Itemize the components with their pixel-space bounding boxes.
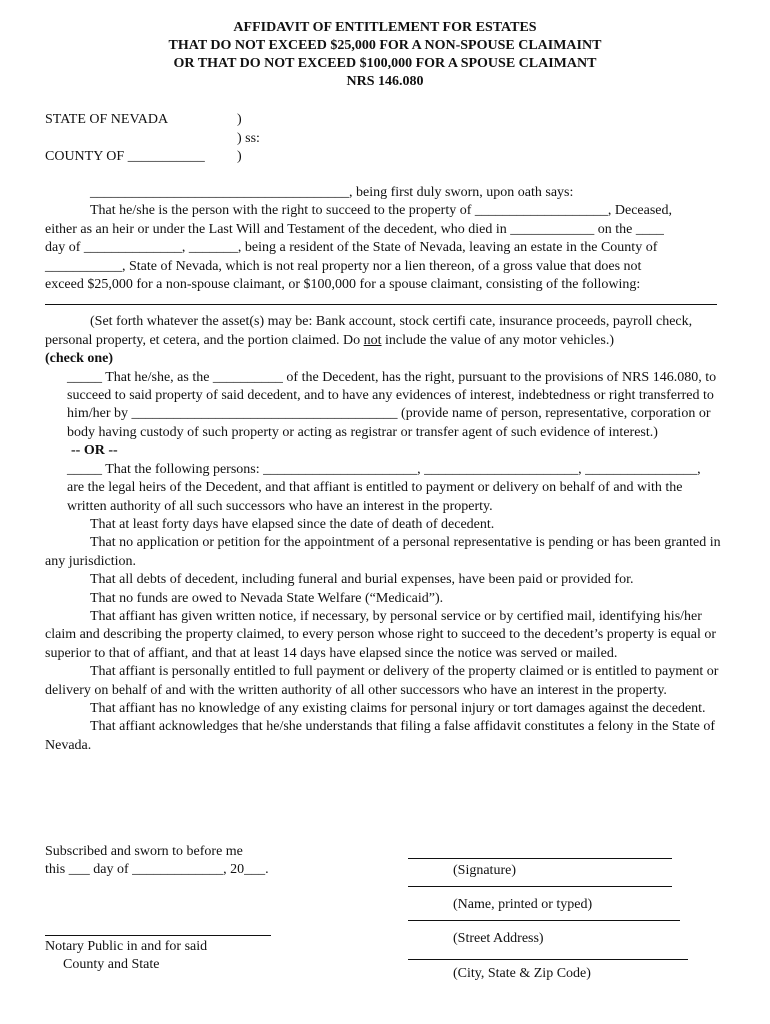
document-title bbox=[0, 19, 770, 91]
notary-label: Notary Public in and for said bbox=[45, 938, 208, 954]
title-line-1: AFFIDAVIT OF ENTITLEMENT FOR ESTATES bbox=[233, 20, 537, 35]
venue-paren-top: ) bbox=[237, 112, 242, 127]
asset-entry-line[interactable] bbox=[45, 304, 717, 305]
entitlement-line-4[interactable]: ___________, State of Nevada, which is not real property nor a lien thereon, of a gross value that does not bbox=[45, 258, 642, 274]
affidavit-body bbox=[45, 184, 725, 755]
notary-signature-line[interactable] bbox=[45, 935, 271, 936]
check-one-label: (check one) bbox=[45, 351, 114, 367]
statement-forty-days: That at least forty days have elapsed since the date of death of decedent. bbox=[90, 516, 495, 532]
street-address-label: (Street Address) bbox=[453, 931, 544, 946]
entitlement-line-5: exceed $25,000 for a non-spouse claimant, or $100,000 for a spouse claimant, consisting of the following: bbox=[45, 277, 641, 293]
not-emphasis: not bbox=[363, 332, 382, 348]
signature-label: (Signature) bbox=[453, 863, 516, 878]
option-legal-heirs-text: are the legal heirs of the Decedent, and that affiant is entitled to payment or delivery on behalf of and with the written authority of all such successors who have an interest in the property. bbox=[67, 480, 683, 514]
title-line-3: OR THAT DO NOT EXCEED $100,000 FOR A SPOUSE CLAIMANT bbox=[173, 56, 597, 71]
title-line-4: NRS 146.080 bbox=[346, 74, 424, 89]
asset-instructions: (Set forth whatever the asset(s) may be: Bank account, stock certifi cate, insurance proceeds, payroll check, personal property, et cetera, and the portion claimed. Do not include the value of any motor vehicles.) bbox=[45, 314, 693, 348]
venue-paren-bottom: ) bbox=[237, 149, 242, 164]
county-state-label: County and State bbox=[63, 957, 160, 973]
statement-written-notice: That affiant has given written notice, if necessary, by personal service or by certified mail, identifying his/her claim and describing the property claimed, to every person whose right to succeed to the decedent’s property is equal or superior to that of affiant, and that at least 14 days have elapsed since the notice was served or mailed. bbox=[45, 608, 717, 661]
county-field[interactable]: COUNTY OF ___________ bbox=[45, 149, 205, 164]
entitlement-line-1[interactable]: That he/she is the person with the right to succeed to the property of ___________________, Deceased, bbox=[90, 203, 673, 219]
street-address-line[interactable] bbox=[408, 920, 680, 921]
notary-block bbox=[45, 843, 345, 975]
name-line[interactable] bbox=[408, 886, 672, 887]
venue-block bbox=[45, 111, 345, 167]
city-state-zip-line[interactable] bbox=[408, 959, 688, 960]
entitlement-line-2[interactable]: either as an heir or under the Last Will and Testament of the decedent, who died in ____________ on the ____ bbox=[45, 221, 664, 237]
statement-no-welfare: That no funds are owed to Nevada State Welfare (“Medicaid”). bbox=[90, 590, 444, 606]
statement-debts-paid: That all debts of decedent, including funeral and burial expenses, have been paid or provided for. bbox=[90, 572, 634, 588]
statement-no-claims: That affiant has no knowledge of any existing claims for personal injury or tort damages against the decedent. bbox=[90, 700, 706, 716]
affiant-name-line[interactable]: _____________________________________, being first duly sworn, upon oath says: bbox=[90, 185, 574, 200]
subscribed-text: Subscribed and sworn to before me bbox=[45, 844, 243, 859]
name-label: (Name, printed or typed) bbox=[453, 897, 593, 912]
sworn-date-line[interactable]: this ___ day of _____________, 20___. bbox=[45, 862, 269, 878]
title-line-2: THAT DO NOT EXCEED $25,000 FOR A NON-SPOUSE CLAIMAINT bbox=[168, 38, 602, 53]
option-legal-heirs[interactable]: _____ That the following persons: ______________________, ______________________, ________________, bbox=[67, 461, 701, 477]
city-state-zip-label: (City, State & Zip Code) bbox=[453, 966, 591, 981]
or-separator: -- OR -- bbox=[71, 443, 118, 459]
statement-felony: That affiant acknowledges that he/she understands that filing a false affidavit constitutes a felony in the State of Nevada. bbox=[45, 719, 716, 753]
affiant-signature-block bbox=[408, 843, 708, 983]
entitlement-line-3[interactable]: day of ______________, _______, being a resident of the State of Nevada, leaving an estate in the County of bbox=[45, 240, 658, 256]
option-heir-right[interactable]: _____ That he/she, as the __________ of the Decedent, has the right, pursuant to the provisions of NRS 146.080, to succeed to said property of said decedent, and to have any evidences of interest, indebtedness or right transferred to him/her by ______________________________________ (provide name of person, representative, corporation or body having custody of such property or acting as registrar or transfer agent of such evidence of interest.) bbox=[67, 369, 717, 440]
venue-ss: ) ss: bbox=[237, 130, 260, 146]
state-label: STATE OF NEVADA bbox=[45, 112, 169, 127]
statement-entitled: That affiant is personally entitled to full payment or delivery of the property claimed or is entitled to payment or delivery on behalf of and with the written authority of all other successors who have an interest in the property. bbox=[45, 664, 719, 698]
statement-no-petition: That no application or petition for the appointment of a personal representative is pending or has been granted in any jurisdiction. bbox=[45, 535, 721, 569]
signature-line[interactable] bbox=[408, 858, 672, 859]
